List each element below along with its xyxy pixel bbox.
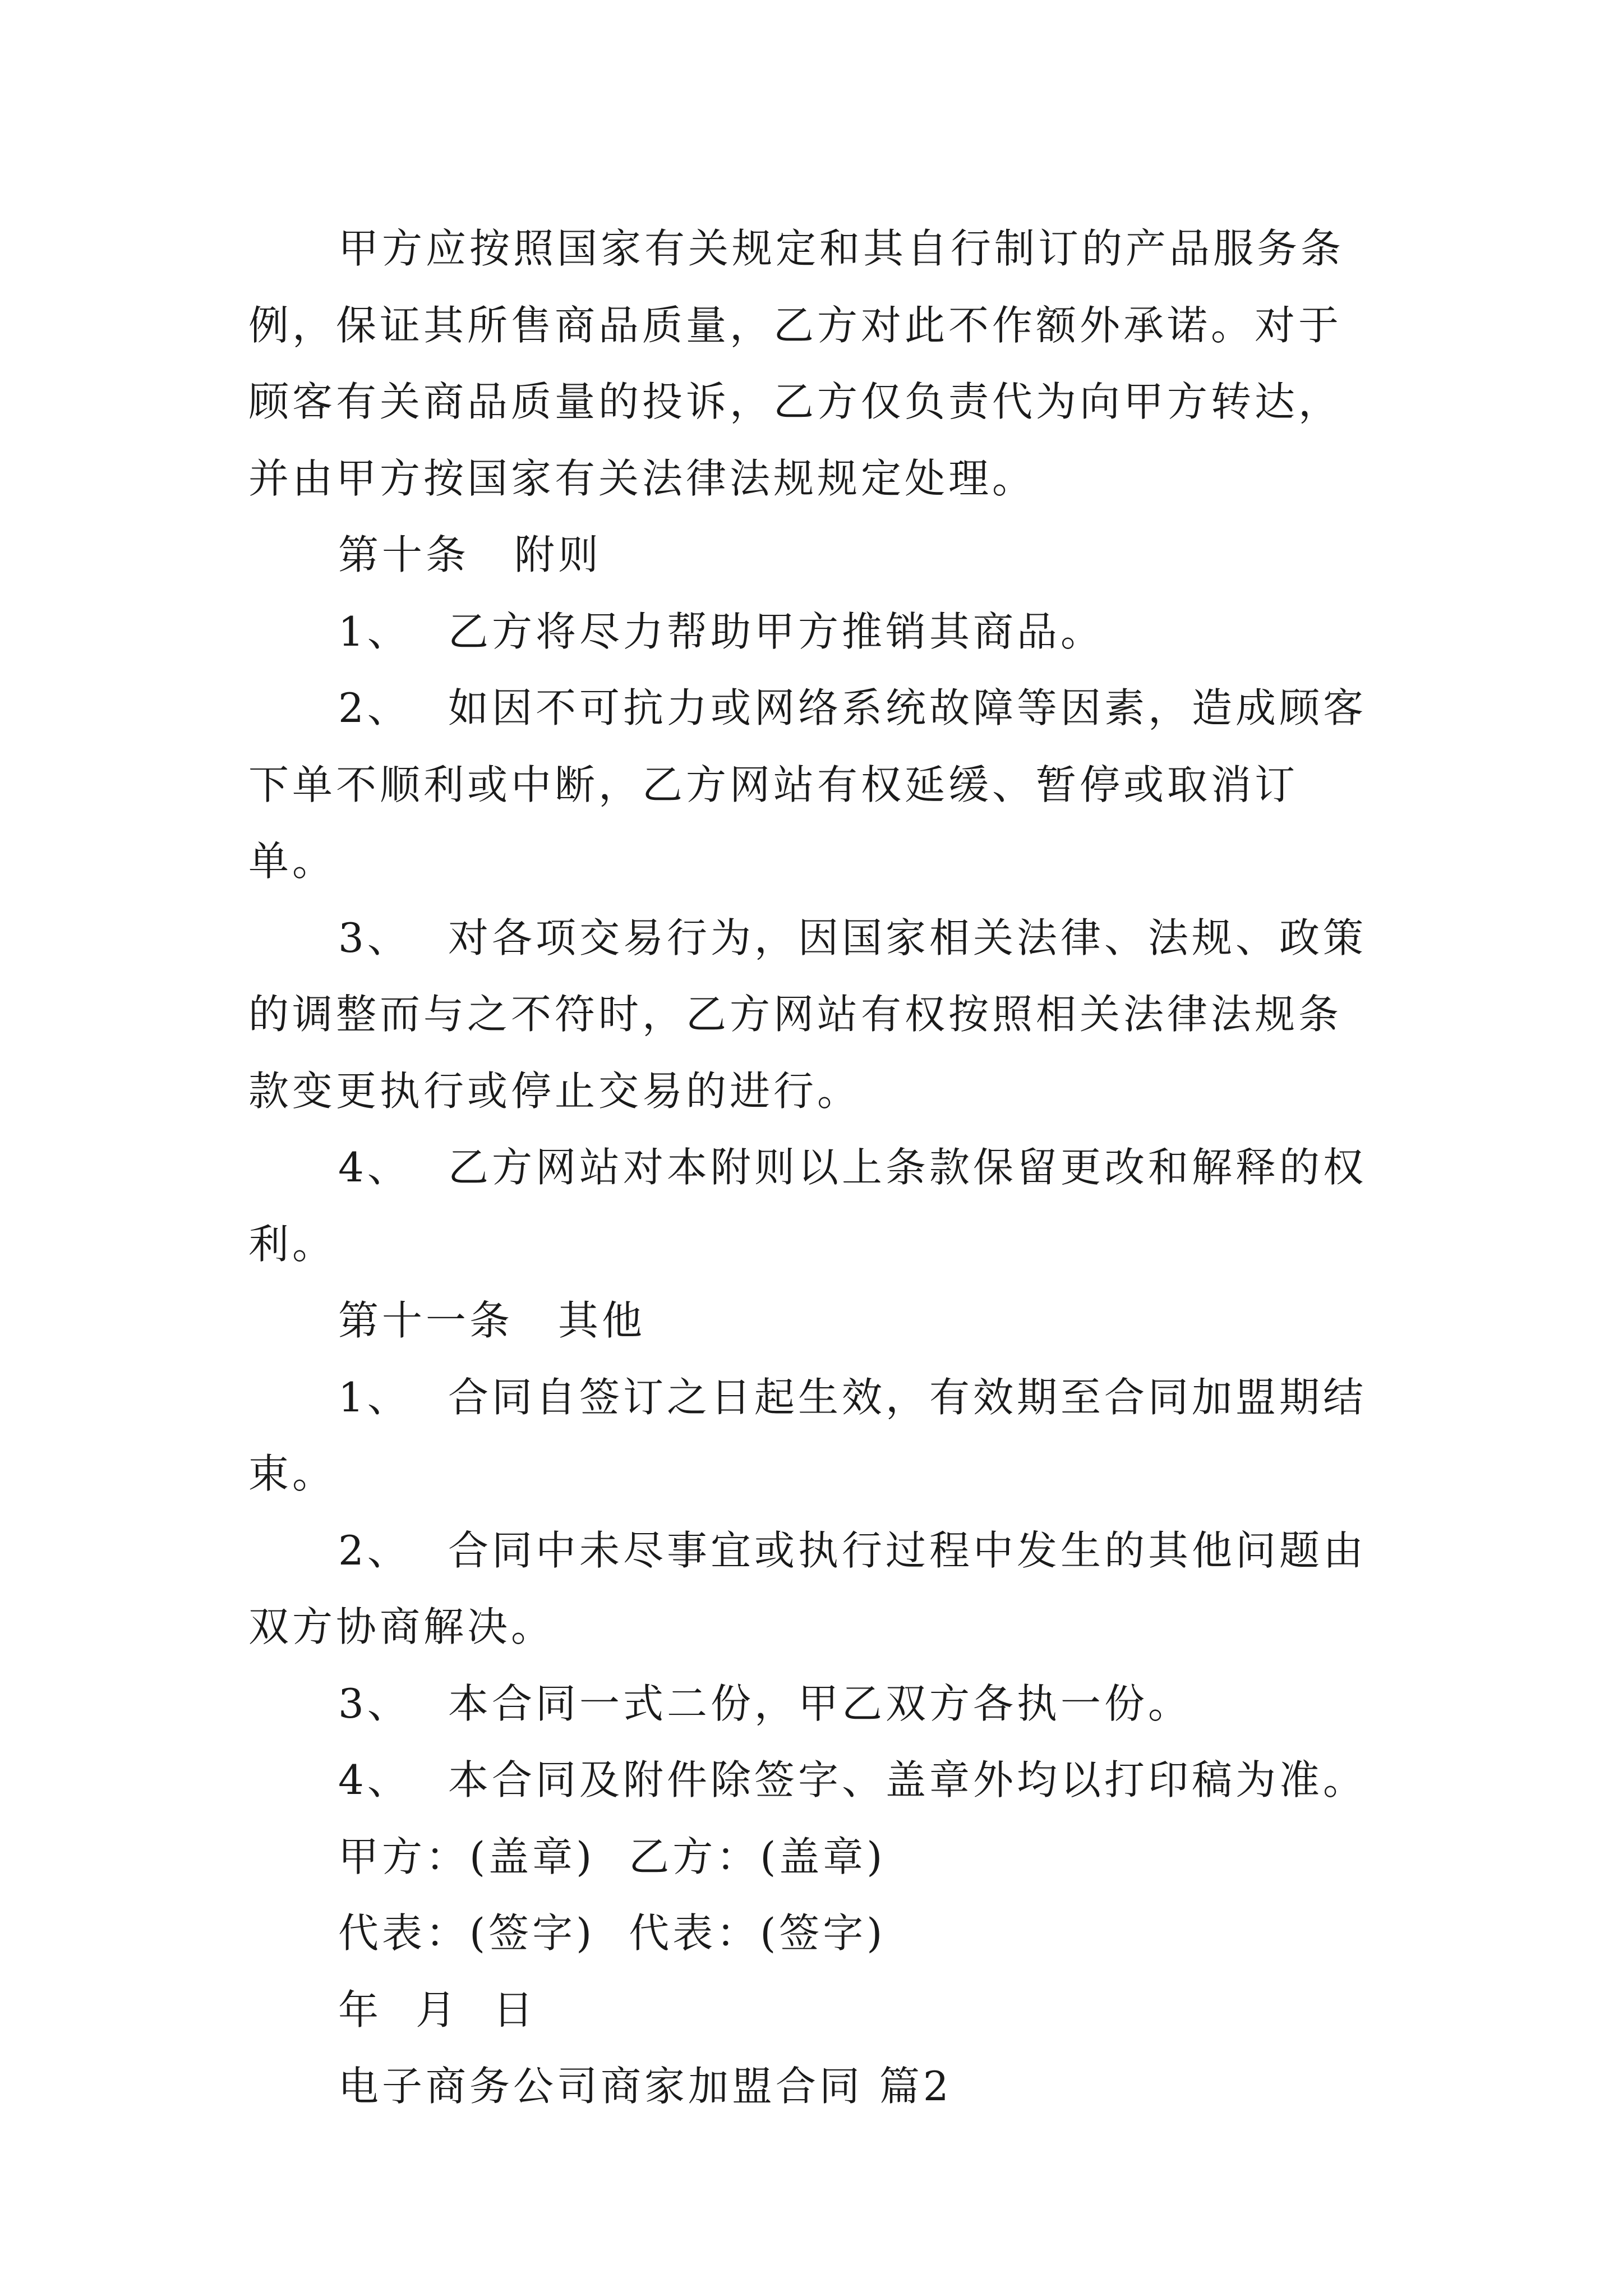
signature-rep-line — [248, 1895, 1381, 1972]
date-day: 日 — [493, 1986, 537, 2033]
party-b-seal: 乙方：(盖章) — [629, 1833, 886, 1880]
article10-item-1 — [248, 593, 1381, 670]
article10-title: 附则 — [514, 531, 602, 578]
item-text: 对各项交易行为，因国家相关法律、法规、政策的调整而与之不符时，乙方网站有权按照相关法律法规条款变更执行或停止交易的进行。 — [248, 914, 1367, 1115]
date-line — [248, 1972, 1381, 2049]
item-text: 本合同一式二份，甲乙双方各执一份。 — [448, 1680, 1192, 1727]
item-text: 本合同及附件除签字、盖章外均以打印稿为准。 — [448, 1756, 1367, 1803]
item-text: 合同中未尽事宜或执行过程中发生的其他问题由双方协商解决。 — [248, 1526, 1367, 1650]
item-number: 1、 — [338, 608, 411, 655]
date-year: 年 — [338, 1986, 382, 2033]
article11-item-4 — [248, 1742, 1381, 1819]
article11-title: 其他 — [558, 1297, 646, 1344]
article11-heading — [248, 1282, 1381, 1359]
article11-item-2 — [248, 1512, 1381, 1665]
item-number: 1、 — [338, 1373, 411, 1421]
signature-seal-line — [248, 1819, 1381, 1895]
article11-item-3 — [248, 1665, 1381, 1742]
item-text: 如因不可抗力或网络系统故障等因素，造成顾客下单不顺利或中断，乙方网站有权延缓、暂停或取消订单。 — [248, 684, 1367, 885]
item-text: 乙方网站对本附则以上条款保留更改和解释的权利。 — [248, 1144, 1367, 1268]
article11-item-1 — [248, 1359, 1381, 1512]
item-text: 乙方将尽力帮助甲方推销其商品。 — [448, 608, 1105, 655]
document-body — [248, 210, 1381, 2125]
article11-number: 第十一条 — [338, 1297, 514, 1344]
article10-heading — [248, 517, 1381, 593]
article10-number: 第十条 — [338, 531, 470, 578]
date-month: 月 — [416, 1986, 460, 2033]
item-number: 3、 — [338, 914, 411, 961]
next-section-title: 电子商务公司商家加盟合同 篇2 — [338, 2063, 952, 2110]
item-number: 3、 — [338, 1680, 411, 1727]
item-number: 2、 — [338, 1526, 411, 1574]
party-a-seal: 甲方：(盖章) — [338, 1833, 596, 1880]
rep-a-signature: 代表：(签字) — [338, 1910, 596, 1957]
article10-item-4 — [248, 1129, 1381, 1282]
item-text: 合同自签订之日起生效，有效期至合同加盟期结束。 — [248, 1373, 1367, 1497]
item-number: 4、 — [338, 1756, 411, 1803]
paragraph-quality: 甲方应按照国家有关规定和其自行制订的产品服务条例，保证其所售商品质量，乙方对此不作额外承诺。对于顾客有关商品质量的投诉，乙方仅负责代为向甲方转达，并由甲方按国家有关法律法规规定处理。 — [248, 225, 1345, 502]
item-number: 2、 — [338, 684, 411, 731]
article10-item-2 — [248, 670, 1381, 900]
item-number: 4、 — [338, 1144, 411, 1191]
article10-item-3 — [248, 900, 1381, 1130]
rep-b-signature: 代表：(签字) — [629, 1910, 886, 1957]
